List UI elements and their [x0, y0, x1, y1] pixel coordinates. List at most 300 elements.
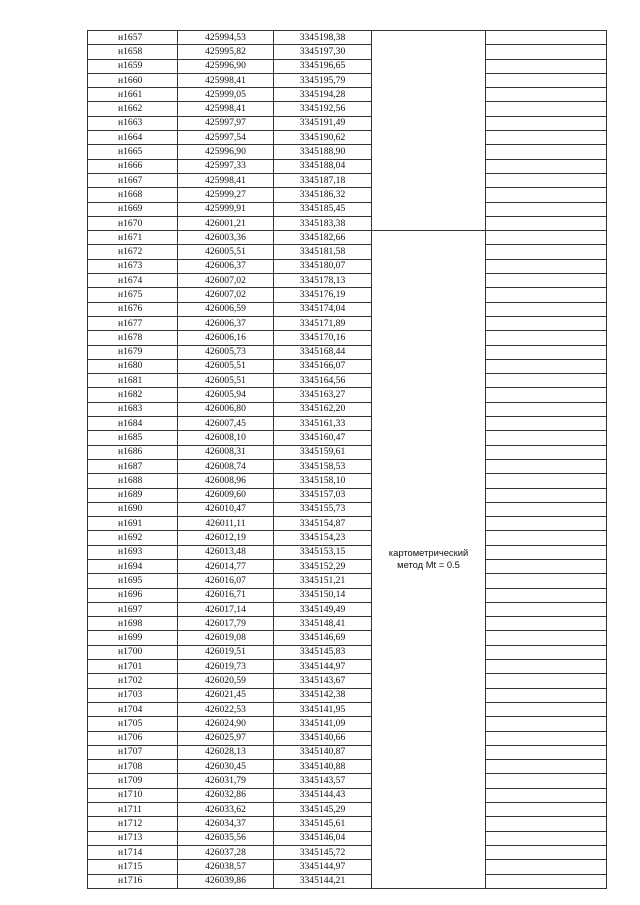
blank-cell [486, 731, 607, 745]
point-id-cell: н1704 [88, 702, 178, 716]
x-coordinate-cell: 426034,37 [178, 817, 274, 831]
x-coordinate-cell: 426008,31 [178, 445, 274, 459]
point-id-cell: н1681 [88, 374, 178, 388]
x-coordinate-cell: 426007,02 [178, 274, 274, 288]
blank-cell [486, 316, 607, 330]
table-row [88, 188, 607, 202]
coordinates-table [87, 30, 607, 889]
table-row [88, 803, 607, 817]
table-row [88, 131, 607, 145]
table-row [88, 159, 607, 173]
y-coordinate-cell: 3345160,47 [274, 431, 372, 445]
table-row [88, 631, 607, 645]
y-coordinate-cell: 3345196,65 [274, 59, 372, 73]
y-coordinate-cell: 3345154,87 [274, 517, 372, 531]
point-id-cell: н1664 [88, 131, 178, 145]
y-coordinate-cell: 3345162,20 [274, 402, 372, 416]
table-row [88, 588, 607, 602]
blank-cell [486, 45, 607, 59]
y-coordinate-cell: 3345151,21 [274, 574, 372, 588]
y-coordinate-cell: 3345144,97 [274, 660, 372, 674]
point-id-cell: н1697 [88, 602, 178, 616]
point-id-cell: н1662 [88, 102, 178, 116]
blank-cell [486, 545, 607, 559]
table-row [88, 259, 607, 273]
point-id-cell: н1692 [88, 531, 178, 545]
x-coordinate-cell: 426001,21 [178, 216, 274, 230]
table-row [88, 559, 607, 573]
y-coordinate-cell: 3345168,44 [274, 345, 372, 359]
y-coordinate-cell: 3345188,90 [274, 145, 372, 159]
table-row [88, 45, 607, 59]
x-coordinate-cell: 425997,33 [178, 159, 274, 173]
table-row [88, 102, 607, 116]
blank-cell [486, 88, 607, 102]
blank-cell [486, 73, 607, 87]
method-accuracy: метод Mt = 0.5 [397, 559, 460, 571]
y-coordinate-cell: 3345197,30 [274, 45, 372, 59]
table-row [88, 445, 607, 459]
x-coordinate-cell: 426006,16 [178, 331, 274, 345]
blank-cell [486, 245, 607, 259]
blank-cell [486, 459, 607, 473]
table-row [88, 817, 607, 831]
y-coordinate-cell: 3345144,97 [274, 860, 372, 874]
x-coordinate-cell: 426038,57 [178, 860, 274, 874]
blank-cell [486, 259, 607, 273]
y-coordinate-cell: 3345174,04 [274, 302, 372, 316]
y-coordinate-cell: 3345157,03 [274, 488, 372, 502]
table-row [88, 59, 607, 73]
x-coordinate-cell: 426039,86 [178, 874, 274, 888]
table-row [88, 359, 607, 373]
point-id-cell: н1680 [88, 359, 178, 373]
point-id-cell: н1694 [88, 559, 178, 573]
method-cell [372, 231, 486, 889]
x-coordinate-cell: 426011,11 [178, 517, 274, 531]
table-row [88, 245, 607, 259]
y-coordinate-cell: 3345146,04 [274, 831, 372, 845]
x-coordinate-cell: 426005,51 [178, 374, 274, 388]
point-id-cell: н1691 [88, 517, 178, 531]
x-coordinate-cell: 426016,71 [178, 588, 274, 602]
y-coordinate-cell: 3345191,49 [274, 116, 372, 130]
x-coordinate-cell: 426019,08 [178, 631, 274, 645]
point-id-cell: н1663 [88, 116, 178, 130]
point-id-cell: н1659 [88, 59, 178, 73]
table-row [88, 331, 607, 345]
x-coordinate-cell: 426032,86 [178, 788, 274, 802]
point-id-cell: н1695 [88, 574, 178, 588]
blank-cell [486, 717, 607, 731]
y-coordinate-cell: 3345144,21 [274, 874, 372, 888]
x-coordinate-cell: 425999,27 [178, 188, 274, 202]
blank-cell [486, 845, 607, 859]
blank-cell [486, 159, 607, 173]
table-row [88, 116, 607, 130]
blank-cell [486, 274, 607, 288]
y-coordinate-cell: 3345158,53 [274, 459, 372, 473]
x-coordinate-cell: 426037,28 [178, 845, 274, 859]
table-row [88, 745, 607, 759]
blank-cell [486, 374, 607, 388]
y-coordinate-cell: 3345187,18 [274, 173, 372, 187]
blank-cell [486, 831, 607, 845]
blank-cell [486, 417, 607, 431]
table-row [88, 774, 607, 788]
x-coordinate-cell: 426013,48 [178, 545, 274, 559]
y-coordinate-cell: 3345176,19 [274, 288, 372, 302]
y-coordinate-cell: 3345181,58 [274, 245, 372, 259]
x-coordinate-cell: 426012,19 [178, 531, 274, 545]
x-coordinate-cell: 426006,59 [178, 302, 274, 316]
point-id-cell: н1675 [88, 288, 178, 302]
y-coordinate-cell: 3345152,29 [274, 559, 372, 573]
blank-cell [486, 631, 607, 645]
x-coordinate-cell: 425997,54 [178, 131, 274, 145]
point-id-cell: н1682 [88, 388, 178, 402]
y-coordinate-cell: 3345170,16 [274, 331, 372, 345]
y-coordinate-cell: 3345186,32 [274, 188, 372, 202]
x-coordinate-cell: 426024,90 [178, 717, 274, 731]
y-coordinate-cell: 3345149,49 [274, 602, 372, 616]
table-row [88, 31, 607, 45]
y-coordinate-cell: 3345171,89 [274, 316, 372, 330]
table-row [88, 702, 607, 716]
table-row [88, 860, 607, 874]
blank-cell [486, 216, 607, 230]
x-coordinate-cell: 426006,37 [178, 259, 274, 273]
blank-cell [486, 402, 607, 416]
point-id-cell: н1707 [88, 745, 178, 759]
table-row [88, 202, 607, 216]
x-coordinate-cell: 426020,59 [178, 674, 274, 688]
y-coordinate-cell: 3345150,14 [274, 588, 372, 602]
x-coordinate-cell: 426019,51 [178, 645, 274, 659]
y-coordinate-cell: 3345188,04 [274, 159, 372, 173]
blank-cell [486, 388, 607, 402]
point-id-cell: н1674 [88, 274, 178, 288]
blank-cell [486, 231, 607, 245]
x-coordinate-cell: 426008,96 [178, 474, 274, 488]
y-coordinate-cell: 3345141,95 [274, 702, 372, 716]
x-coordinate-cell: 426028,13 [178, 745, 274, 759]
x-coordinate-cell: 426006,37 [178, 316, 274, 330]
table-row [88, 517, 607, 531]
y-coordinate-cell: 3345142,38 [274, 688, 372, 702]
blank-cell [486, 131, 607, 145]
table-row [88, 602, 607, 616]
x-coordinate-cell: 425997,97 [178, 116, 274, 130]
x-coordinate-cell: 426007,45 [178, 417, 274, 431]
point-id-cell: н1671 [88, 231, 178, 245]
blank-cell [486, 817, 607, 831]
x-coordinate-cell: 425995,82 [178, 45, 274, 59]
table-row [88, 274, 607, 288]
y-coordinate-cell: 3345198,38 [274, 31, 372, 45]
y-coordinate-cell: 3345145,83 [274, 645, 372, 659]
table-row [88, 345, 607, 359]
x-coordinate-cell: 425996,90 [178, 59, 274, 73]
x-coordinate-cell: 426030,45 [178, 760, 274, 774]
x-coordinate-cell: 425999,91 [178, 202, 274, 216]
x-coordinate-cell: 426010,47 [178, 502, 274, 516]
point-id-cell: н1699 [88, 631, 178, 645]
table-row [88, 688, 607, 702]
y-coordinate-cell: 3345159,61 [274, 445, 372, 459]
y-coordinate-cell: 3345183,38 [274, 216, 372, 230]
y-coordinate-cell: 3345155,73 [274, 502, 372, 516]
blank-cell [486, 688, 607, 702]
x-coordinate-cell: 426007,02 [178, 288, 274, 302]
table-row [88, 374, 607, 388]
y-coordinate-cell: 3345195,79 [274, 73, 372, 87]
point-id-cell: н1703 [88, 688, 178, 702]
point-id-cell: н1676 [88, 302, 178, 316]
table-row [88, 216, 607, 230]
table-row [88, 660, 607, 674]
x-coordinate-cell: 426016,07 [178, 574, 274, 588]
table-row [88, 845, 607, 859]
table-row [88, 316, 607, 330]
x-coordinate-cell: 425996,90 [178, 145, 274, 159]
point-id-cell: н1660 [88, 73, 178, 87]
point-id-cell: н1715 [88, 860, 178, 874]
table-row [88, 474, 607, 488]
blank-cell [486, 559, 607, 573]
table-row [88, 831, 607, 845]
table-row [88, 645, 607, 659]
y-coordinate-cell: 3345145,29 [274, 803, 372, 817]
point-id-cell: н1708 [88, 760, 178, 774]
point-id-cell: н1683 [88, 402, 178, 416]
blank-cell [486, 188, 607, 202]
table-row [88, 145, 607, 159]
blank-cell [486, 173, 607, 187]
table-row [88, 531, 607, 545]
point-id-cell: н1709 [88, 774, 178, 788]
x-coordinate-cell: 426025,97 [178, 731, 274, 745]
blank-cell [486, 617, 607, 631]
point-id-cell: н1716 [88, 874, 178, 888]
table-row [88, 173, 607, 187]
y-coordinate-cell: 3345161,33 [274, 417, 372, 431]
point-id-cell: н1690 [88, 502, 178, 516]
point-id-cell: н1714 [88, 845, 178, 859]
blank-cell [486, 288, 607, 302]
x-coordinate-cell: 425998,41 [178, 73, 274, 87]
point-id-cell: н1712 [88, 817, 178, 831]
table-row [88, 731, 607, 745]
point-id-cell: н1702 [88, 674, 178, 688]
blank-cell [486, 702, 607, 716]
y-coordinate-cell: 3345190,62 [274, 131, 372, 145]
x-coordinate-cell: 426008,74 [178, 459, 274, 473]
table-row [88, 545, 607, 559]
point-id-cell: н1661 [88, 88, 178, 102]
x-coordinate-cell: 426017,14 [178, 602, 274, 616]
x-coordinate-cell: 426005,73 [178, 345, 274, 359]
x-coordinate-cell: 426005,51 [178, 359, 274, 373]
blank-cell [486, 488, 607, 502]
blank-cell [486, 517, 607, 531]
blank-cell [486, 102, 607, 116]
point-id-cell: н1679 [88, 345, 178, 359]
table-row [88, 231, 607, 245]
table-row [88, 788, 607, 802]
blank-cell [486, 59, 607, 73]
blank-cell [486, 588, 607, 602]
y-coordinate-cell: 3345140,66 [274, 731, 372, 745]
y-coordinate-cell: 3345141,09 [274, 717, 372, 731]
x-coordinate-cell: 426008,10 [178, 431, 274, 445]
point-id-cell: н1657 [88, 31, 178, 45]
point-id-cell: н1696 [88, 588, 178, 602]
point-id-cell: н1698 [88, 617, 178, 631]
blank-cell [486, 345, 607, 359]
table-row [88, 502, 607, 516]
blank-cell [486, 674, 607, 688]
blank-cell [486, 116, 607, 130]
point-id-cell: н1670 [88, 216, 178, 230]
blank-cell [486, 760, 607, 774]
blank-cell [486, 431, 607, 445]
blank-cell [486, 302, 607, 316]
blank-cell [486, 660, 607, 674]
y-coordinate-cell: 3345148,41 [274, 617, 372, 631]
point-id-cell: н1668 [88, 188, 178, 202]
point-id-cell: н1673 [88, 259, 178, 273]
point-id-cell: н1710 [88, 788, 178, 802]
point-id-cell: н1711 [88, 803, 178, 817]
table-row [88, 302, 607, 316]
point-id-cell: н1700 [88, 645, 178, 659]
blank-cell [486, 860, 607, 874]
blank-cell [486, 531, 607, 545]
blank-cell [486, 874, 607, 888]
x-coordinate-cell: 426035,56 [178, 831, 274, 845]
x-coordinate-cell: 426031,79 [178, 774, 274, 788]
blank-cell [486, 331, 607, 345]
blank-cell [486, 202, 607, 216]
x-coordinate-cell: 425998,41 [178, 102, 274, 116]
blank-cell [486, 602, 607, 616]
y-coordinate-cell: 3345140,87 [274, 745, 372, 759]
x-coordinate-cell: 425994,53 [178, 31, 274, 45]
y-coordinate-cell: 3345163,27 [274, 388, 372, 402]
y-coordinate-cell: 3345164,56 [274, 374, 372, 388]
table-row [88, 760, 607, 774]
method-cell-empty [372, 31, 486, 231]
table-row [88, 674, 607, 688]
method-name: картометрический [388, 547, 469, 559]
point-id-cell: н1686 [88, 445, 178, 459]
point-id-cell: н1705 [88, 717, 178, 731]
point-id-cell: н1689 [88, 488, 178, 502]
y-coordinate-cell: 3345180,07 [274, 259, 372, 273]
point-id-cell: н1693 [88, 545, 178, 559]
point-id-cell: н1665 [88, 145, 178, 159]
point-id-cell: н1688 [88, 474, 178, 488]
y-coordinate-cell: 3345145,61 [274, 817, 372, 831]
table-row [88, 574, 607, 588]
blank-cell [486, 574, 607, 588]
point-id-cell: н1713 [88, 831, 178, 845]
point-id-cell: н1678 [88, 331, 178, 345]
point-id-cell: н1658 [88, 45, 178, 59]
table-row [88, 717, 607, 731]
point-id-cell: н1669 [88, 202, 178, 216]
table-row [88, 617, 607, 631]
blank-cell [486, 774, 607, 788]
blank-cell [486, 788, 607, 802]
point-id-cell: н1706 [88, 731, 178, 745]
y-coordinate-cell: 3345146,69 [274, 631, 372, 645]
y-coordinate-cell: 3345154,23 [274, 531, 372, 545]
x-coordinate-cell: 426005,51 [178, 245, 274, 259]
x-coordinate-cell: 426006,80 [178, 402, 274, 416]
y-coordinate-cell: 3345140,88 [274, 760, 372, 774]
y-coordinate-cell: 3345182,66 [274, 231, 372, 245]
table-row [88, 488, 607, 502]
point-id-cell: н1685 [88, 431, 178, 445]
table-row [88, 88, 607, 102]
y-coordinate-cell: 3345153,15 [274, 545, 372, 559]
y-coordinate-cell: 3345143,57 [274, 774, 372, 788]
blank-cell [486, 145, 607, 159]
y-coordinate-cell: 3345194,28 [274, 88, 372, 102]
x-coordinate-cell: 426033,62 [178, 803, 274, 817]
x-coordinate-cell: 426022,53 [178, 702, 274, 716]
y-coordinate-cell: 3345143,67 [274, 674, 372, 688]
x-coordinate-cell: 426005,94 [178, 388, 274, 402]
coordinates-table-body [88, 31, 607, 889]
y-coordinate-cell: 3345145,72 [274, 845, 372, 859]
point-id-cell: н1672 [88, 245, 178, 259]
y-coordinate-cell: 3345144,43 [274, 788, 372, 802]
blank-cell [486, 445, 607, 459]
table-row [88, 73, 607, 87]
blank-cell [486, 359, 607, 373]
table-row [88, 459, 607, 473]
table-row [88, 417, 607, 431]
blank-cell [486, 31, 607, 45]
x-coordinate-cell: 425999,05 [178, 88, 274, 102]
blank-cell [486, 803, 607, 817]
x-coordinate-cell: 425998,41 [178, 173, 274, 187]
blank-cell [486, 645, 607, 659]
blank-cell [486, 502, 607, 516]
table-row [88, 288, 607, 302]
y-coordinate-cell: 3345166,07 [274, 359, 372, 373]
y-coordinate-cell: 3345158,10 [274, 474, 372, 488]
point-id-cell: н1666 [88, 159, 178, 173]
blank-cell [486, 745, 607, 759]
x-coordinate-cell: 426003,36 [178, 231, 274, 245]
table-row [88, 402, 607, 416]
blank-cell [486, 474, 607, 488]
table-row [88, 388, 607, 402]
y-coordinate-cell: 3345178,13 [274, 274, 372, 288]
x-coordinate-cell: 426009,60 [178, 488, 274, 502]
point-id-cell: н1667 [88, 173, 178, 187]
point-id-cell: н1687 [88, 459, 178, 473]
point-id-cell: н1701 [88, 660, 178, 674]
table-row [88, 431, 607, 445]
point-id-cell: н1684 [88, 417, 178, 431]
x-coordinate-cell: 426014,77 [178, 559, 274, 573]
x-coordinate-cell: 426021,45 [178, 688, 274, 702]
